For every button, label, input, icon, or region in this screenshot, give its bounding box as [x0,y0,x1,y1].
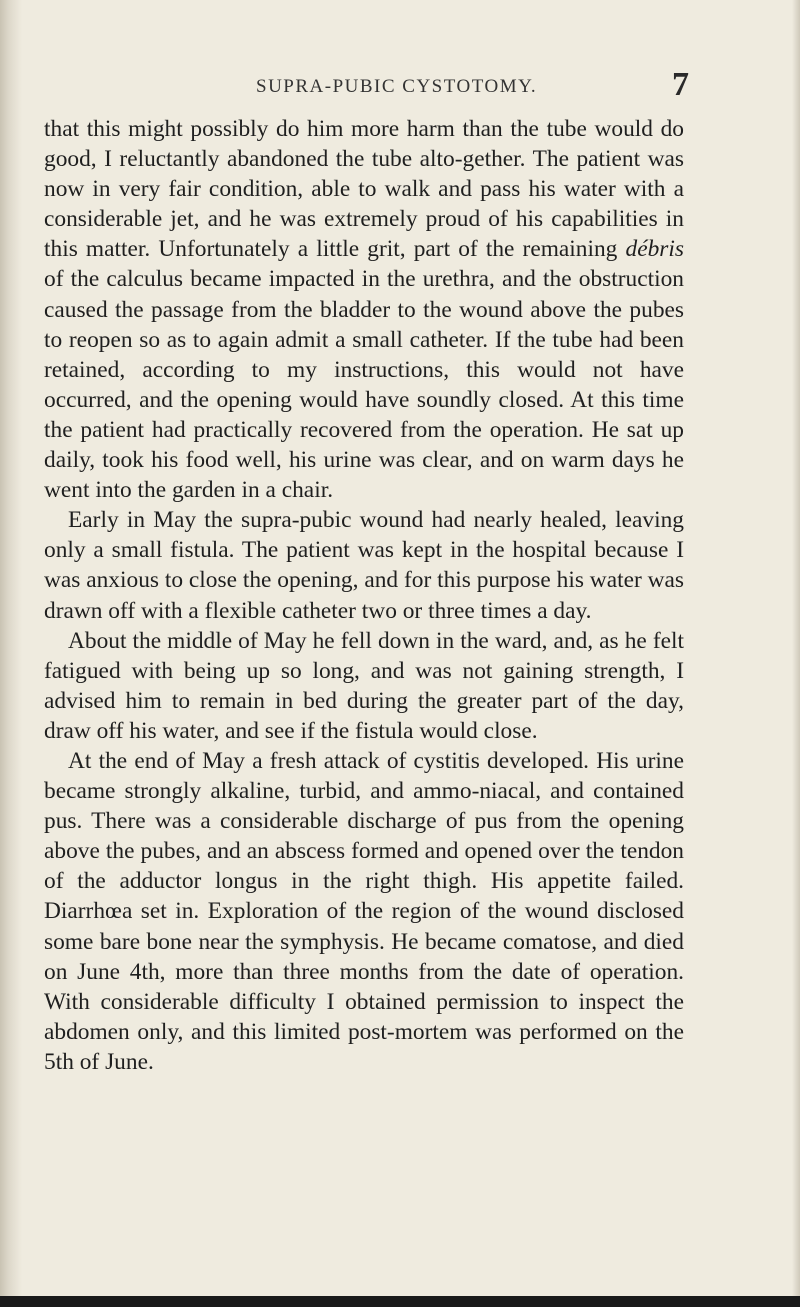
page-gutter-shadow [0,0,22,1307]
paragraph-1 [44,114,684,505]
bottom-scan-edge [0,1296,800,1307]
debris-italic: débris [625,236,684,263]
paragraph-4: At the end of May a fresh attack of cystitis developed. His urine became strongly alkaline, turbid, and ammo-niacal, and contained pus. There was a considerable discharge of pus from the opening above the pubes, and an abscess formed and opened over the tendon of the adductor longus in the right thigh. His appetite failed. Diarrhœa set in. Exploration of the region of the wound disclosed some bare bone near the symphysis. He became comatose, and died on June 4th, more than three months from the date of operation. With considerable difficulty I obtained permission to inspect the abdomen only, and this limited post-mortem was performed on the 5th of June. [44,747,684,1075]
body-text [44,114,684,1077]
page-header [0,66,800,103]
paragraph-1-text-b: of the calculus became impacted in the urethra, and the obstruction caused the passage from the bladder to the wound above the pubes to reopen so as to again admit a small catheter. If the tube had been retained, according to my instructions, this would not have occurred, and the opening would have soundly closed. At this time the patient had practically recovered from the operation. He sat up daily, took his food well, his urine was clear, and on warm days he went into the garden in a chair. [44,266,684,504]
running-head: SUPRA-PUBIC CYSTOTOMY. [256,76,538,97]
paragraph-3: About the middle of May he fell down in the ward, and, as he felt fatigued with being up so long, and was not gaining strength, I advised him to remain in bed during the greater part of the day, draw off his water, and see if the fistula would close. [44,627,684,744]
page-right-edge [792,0,800,1307]
paragraph-1-text-a: that this might possibly do him more harm than the tube would do good, I reluctantly abandoned the tube alto-gether. The patient was now in very fair condition, able to walk and pass his water with a considerable jet, and he was extremely proud of his capabilities in this matter. Unfortunately a little grit, part of the remaining [44,116,684,263]
page-number: 7 [672,66,689,103]
paragraph-2: Early in May the supra-pubic wound had nearly healed, leaving only a small fistula. The patient was kept in the hospital because I was anxious to close the opening, and for this purpose his water was drawn off with a flexible catheter two or three times a day. [44,507,684,624]
